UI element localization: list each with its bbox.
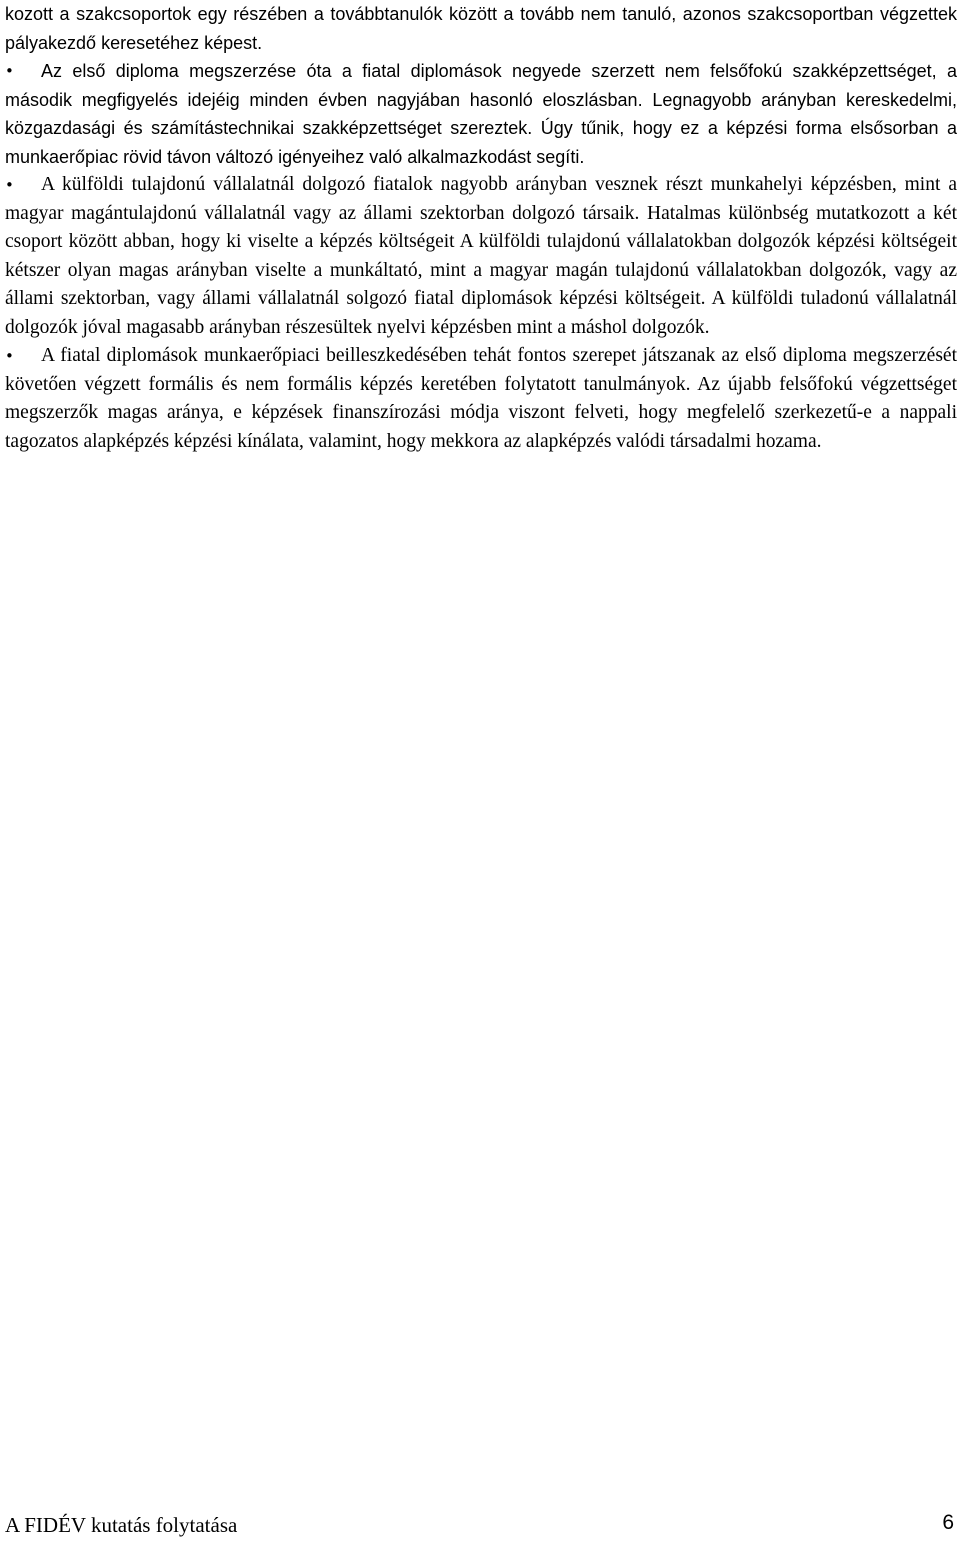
bullet-text-1: Az első diploma megszerzése óta a fiatal diplomások negyede szerzett nem felsőfokú szakképzettséget, a második megfigyelés idejéig minden évben nagyjában hasonló eloszlásban. Legnagyobb arányban kereskedelmi, közgazdasági és számítástechnikai szakképzettséget szereztek. Úgy tűnik, hogy ez a képzési forma elsősorban a munkaerőpiac rövid távon változó igényeihez való alkalmazkodást segíti.: [5, 61, 957, 167]
bullet-icon: •: [5, 176, 14, 194]
bullet-text-2: A külföldi tulajdonú vállalatnál dolgozó fiatalok nagyobb arányban vesznek részt munkahelyi képzésben, mint a magyar magántulajdonú vállalatnál vagy az állami szektorban dolgozó társaik. Hatalmas különbség mutatkozott a két csoport között abban, hogy ki viselte a képzés költségeit A külföldi tulajdonú vállalatokban dolgozók képzési költségeit kétszer olyan magas arányban viselte a munkáltató, mint a magyar magán tulajdonú vállalatokban dolgozók, vagy az állami szektorban, vagy állami vállalatnál solgozó fiatal diplomások képzési költségeit. A külföldi tuladonú vállalatnál dolgozók jóval magasabb arányban részesültek nyelvi képzésben mint a máshol dolgozók.: [5, 174, 957, 338]
bullet-text-3: A fiatal diplomások munkaerőpiaci beilleszkedésében tehát fontos szerepet játszanak az első diploma megszerzését követően végzett formális és nem formális képzés keretében folytatott tanulmányok. Az újabb felsőfokú végzettséget megszerzők magas aránya, e képzések finanszírozási módja viszont felveti, hogy megfelelő szerkezetű-e a nappali tagozatos alapképzés képzési kínálata, valamint, hogy mekkora az alapképzés valódi társadalmi hozama.: [5, 345, 957, 452]
footer-title: A FIDÉV kutatás folytatása: [5, 1513, 238, 1537]
page-number: 6: [942, 1511, 954, 1534]
bullet-item-1: [5, 57, 957, 171]
bullet-item-3: [5, 342, 957, 456]
bullet-icon: •: [5, 347, 14, 365]
document-body: [5, 0, 957, 456]
bullet-item-2: [5, 171, 957, 342]
bullet-icon: •: [5, 62, 14, 80]
opening-paragraph: kozott a szakcsoportok egy részében a továbbtanulók között a tovább nem tanuló, azonos szakcsoportban végzettek pályakezdő keresetéhez képest.: [5, 4, 957, 53]
